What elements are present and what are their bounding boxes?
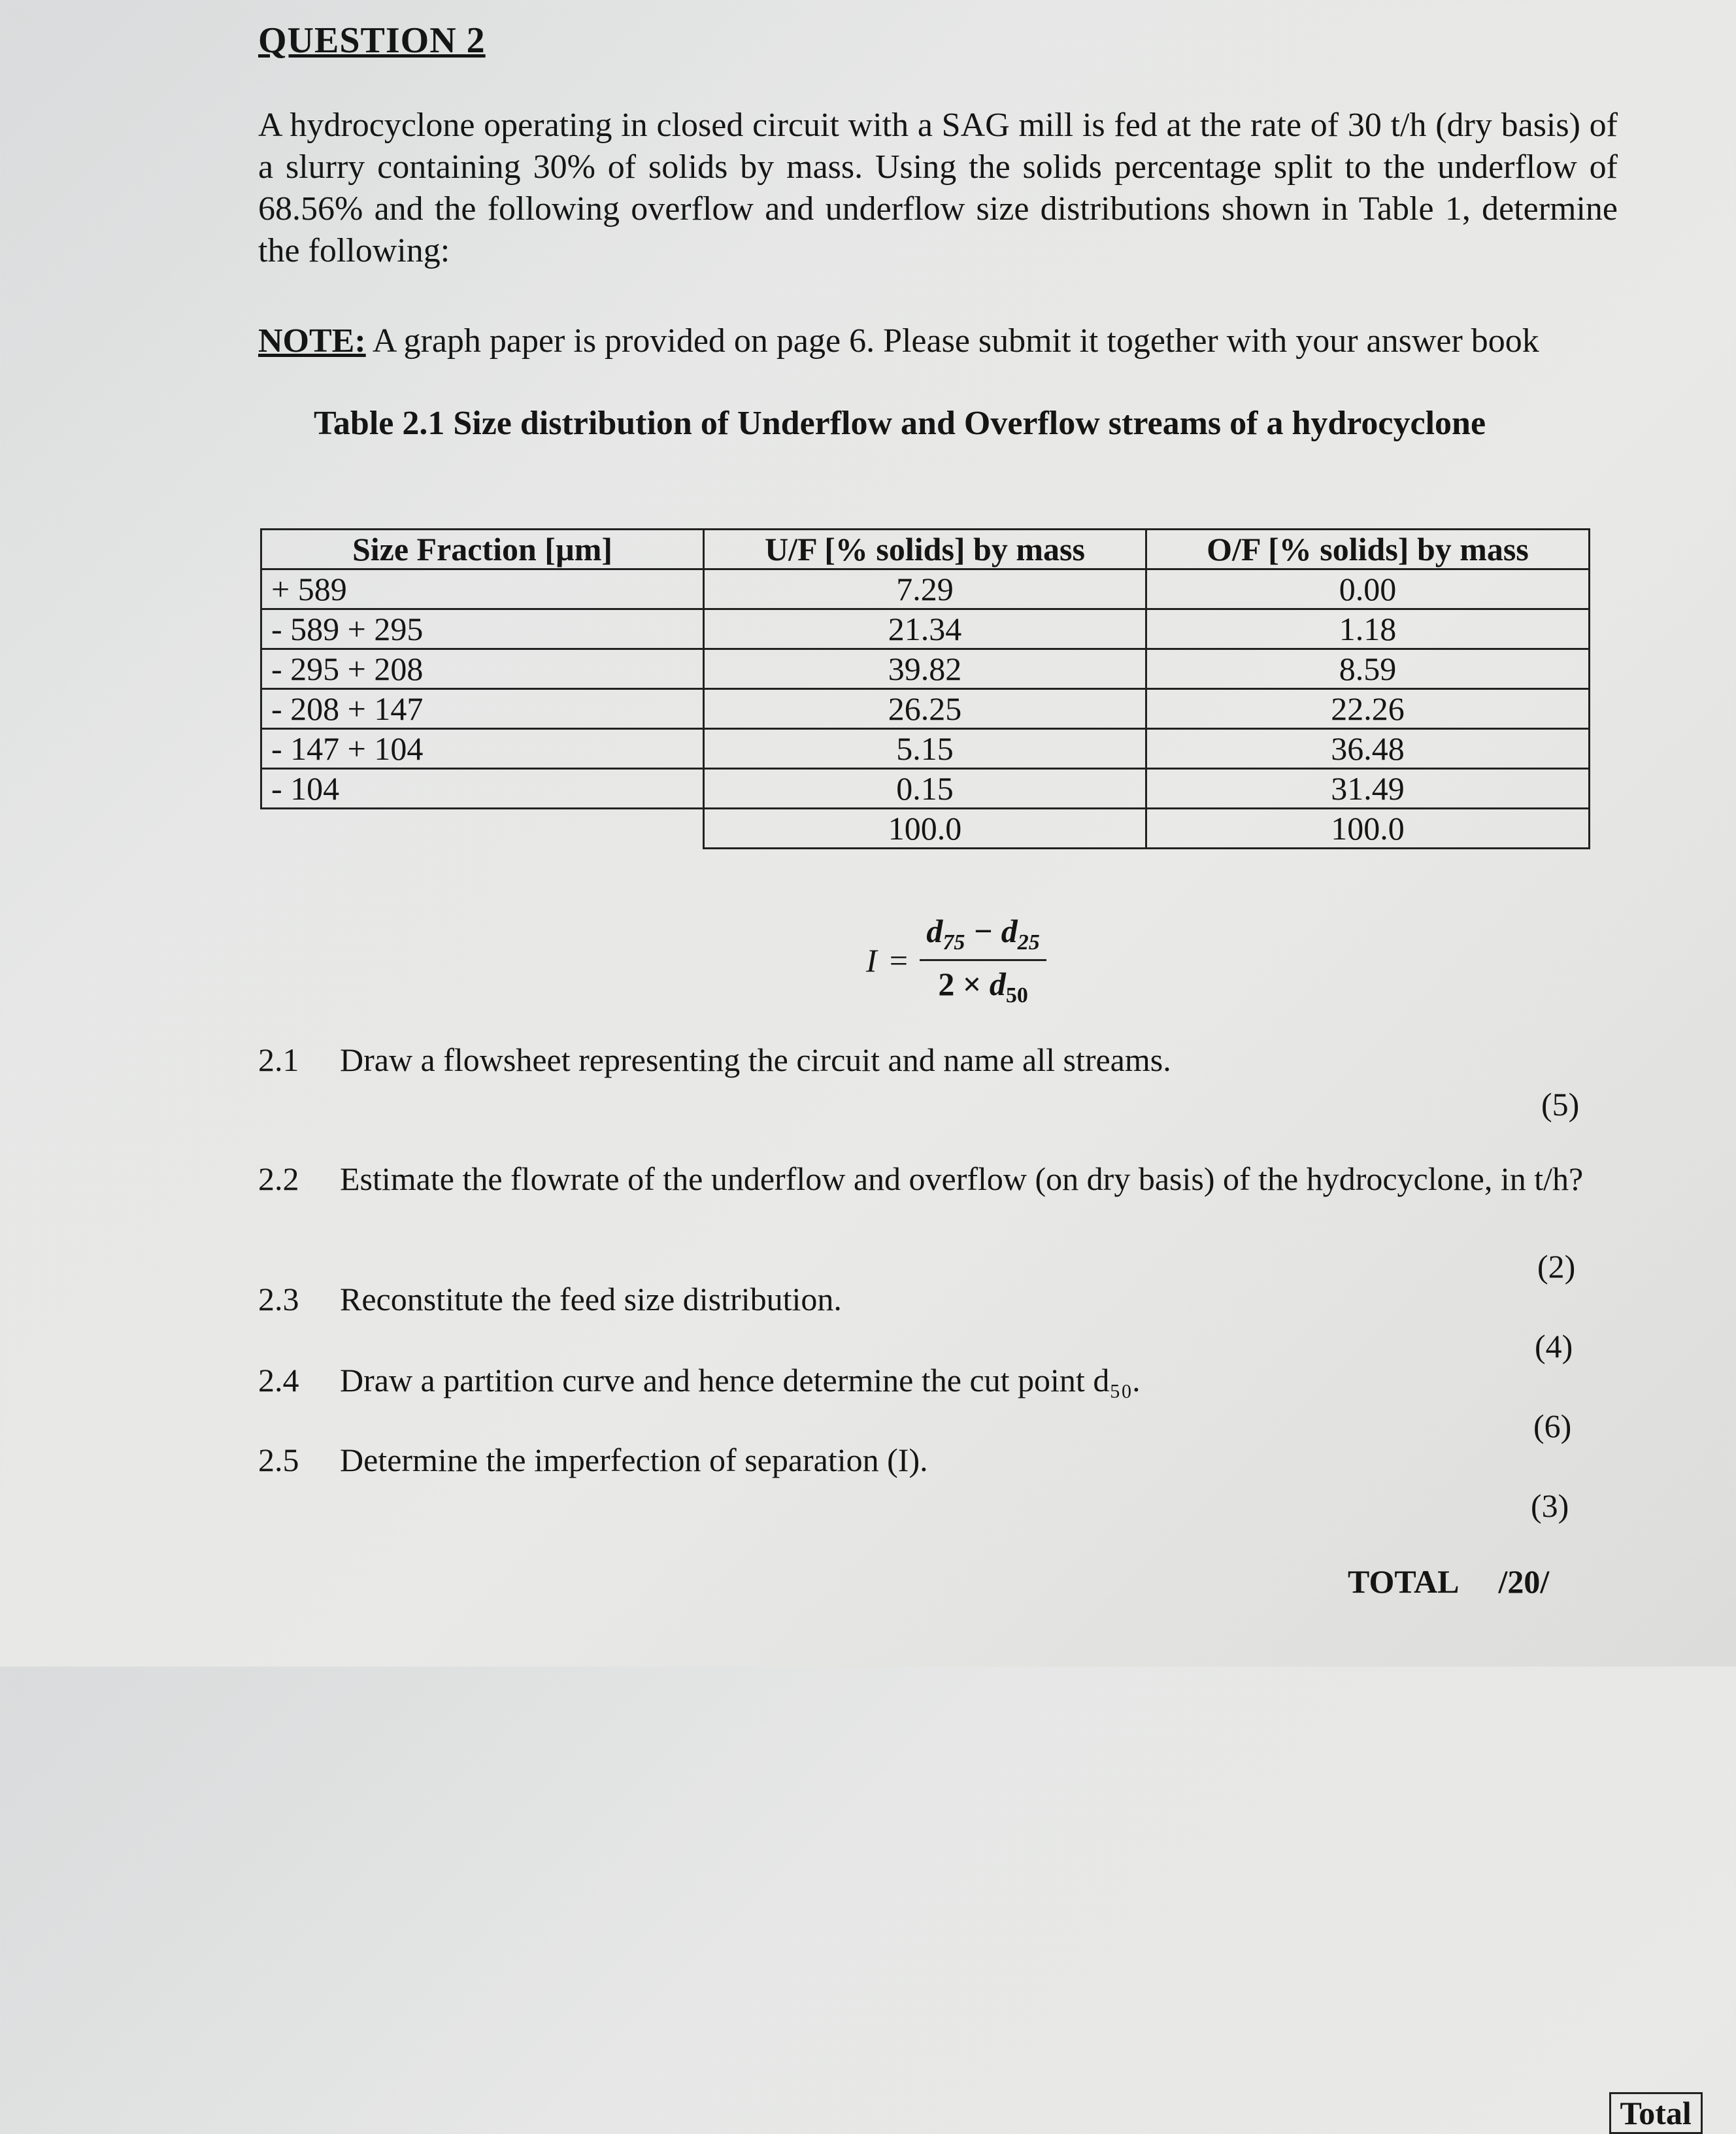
underflow-cell: 0.15 (704, 769, 1146, 809)
underflow-cell: 21.34 (704, 609, 1146, 649)
underflow-cell: 26.25 (704, 689, 1146, 729)
underflow-cell: 5.15 (704, 729, 1146, 769)
imperfection-formula (866, 912, 1046, 1008)
question-marks: (4) (1535, 1328, 1573, 1364)
table-caption: Table 2.1 Size distribution of Underflow and Overflow streams of a hydrocyclone (314, 405, 1486, 442)
total-value: /20/ (1498, 1563, 1550, 1600)
overflow-cell: 1.18 (1146, 609, 1590, 649)
note-label: NOTE: (258, 322, 366, 360)
column-header: Size Fraction [µm] (261, 530, 704, 569)
formula-denominator: $2 \times d_{50}$ (938, 966, 1028, 1008)
note-paragraph (258, 320, 1618, 362)
question-text: Reconstitute the feed size distribution. (340, 1281, 842, 1317)
size-fraction-cell: - 208 + 147 (261, 689, 704, 729)
column-header: O/F [% solids] by mass (1146, 530, 1590, 569)
table-header-row (261, 530, 1590, 569)
size-fraction-cell: - 104 (261, 769, 704, 809)
underflow-total-cell: 100.0 (704, 809, 1146, 849)
question-text: Draw a partition curve and hence determine the cut point d₅₀. (340, 1362, 1141, 1398)
table-row (261, 689, 1590, 729)
size-fraction-cell: - 295 + 208 (261, 649, 704, 689)
total-label: TOTAL (1348, 1563, 1460, 1600)
formula-equals: = (887, 941, 910, 979)
question-text: Determine the imperfection of separation (I). (340, 1442, 928, 1478)
question-marks: (2) (1537, 1248, 1576, 1285)
question-text: Estimate the flowrate of the underflow and overflow (on dry basis) of the hydrocyclone, in t/h? (340, 1160, 1584, 1197)
table-row (261, 569, 1590, 609)
underflow-cell: 7.29 (704, 569, 1146, 609)
overflow-cell: 0.00 (1146, 569, 1590, 609)
question-number: 2.3 (258, 1281, 299, 1317)
table-row (261, 729, 1590, 769)
question-text: Draw a flowsheet representing the circuit and name all streams. (340, 1042, 1171, 1078)
table-row (261, 769, 1590, 809)
column-header: U/F [% solids] by mass (704, 530, 1146, 569)
question-number: 2.4 (258, 1362, 299, 1398)
overflow-cell: 36.48 (1146, 729, 1590, 769)
total-label-cell: Total (1609, 2092, 1703, 2134)
question-number: 2.5 (258, 1442, 299, 1478)
table-row (261, 649, 1590, 689)
size-fraction-cell: - 147 + 104 (261, 729, 704, 769)
overflow-total-cell: 100.0 (1146, 809, 1590, 849)
question-heading: QUESTION 2 (258, 20, 486, 61)
underflow-cell: 39.82 (704, 649, 1146, 689)
overflow-cell: 31.49 (1146, 769, 1590, 809)
table-total-row (261, 809, 1590, 849)
note-text: A graph paper is provided on page 6. Please submit it together with your answer book (365, 322, 1539, 360)
overflow-cell: 8.59 (1146, 649, 1590, 689)
total-marks (1348, 1563, 1549, 1600)
overflow-cell: 22.26 (1146, 689, 1590, 729)
question-number: 2.1 (258, 1042, 299, 1078)
formula-fraction (920, 912, 1046, 1008)
size-fraction-cell: + 589 (261, 569, 704, 609)
table-row (261, 609, 1590, 649)
intro-paragraph: A hydrocyclone operating in closed circuit with a SAG mill is fed at the rate of 30 t/h (dry basis) of a slurry containing 30% of solids by mass. Using the solids percentage split to the underflow of 68.56% and the following overflow and underflow size distributions shown in Table 1, determine the following: (258, 107, 1618, 269)
size-fraction-cell: - 589 + 295 (261, 609, 704, 649)
question-marks: (6) (1533, 1408, 1572, 1444)
formula-lhs: I (866, 941, 877, 979)
formula-numerator: $d_{75} - d_{25}$ (920, 912, 1046, 961)
question-number: 2.2 (258, 1160, 299, 1197)
question-marks: (5) (1541, 1086, 1580, 1123)
question-marks: (3) (1531, 1487, 1569, 1524)
